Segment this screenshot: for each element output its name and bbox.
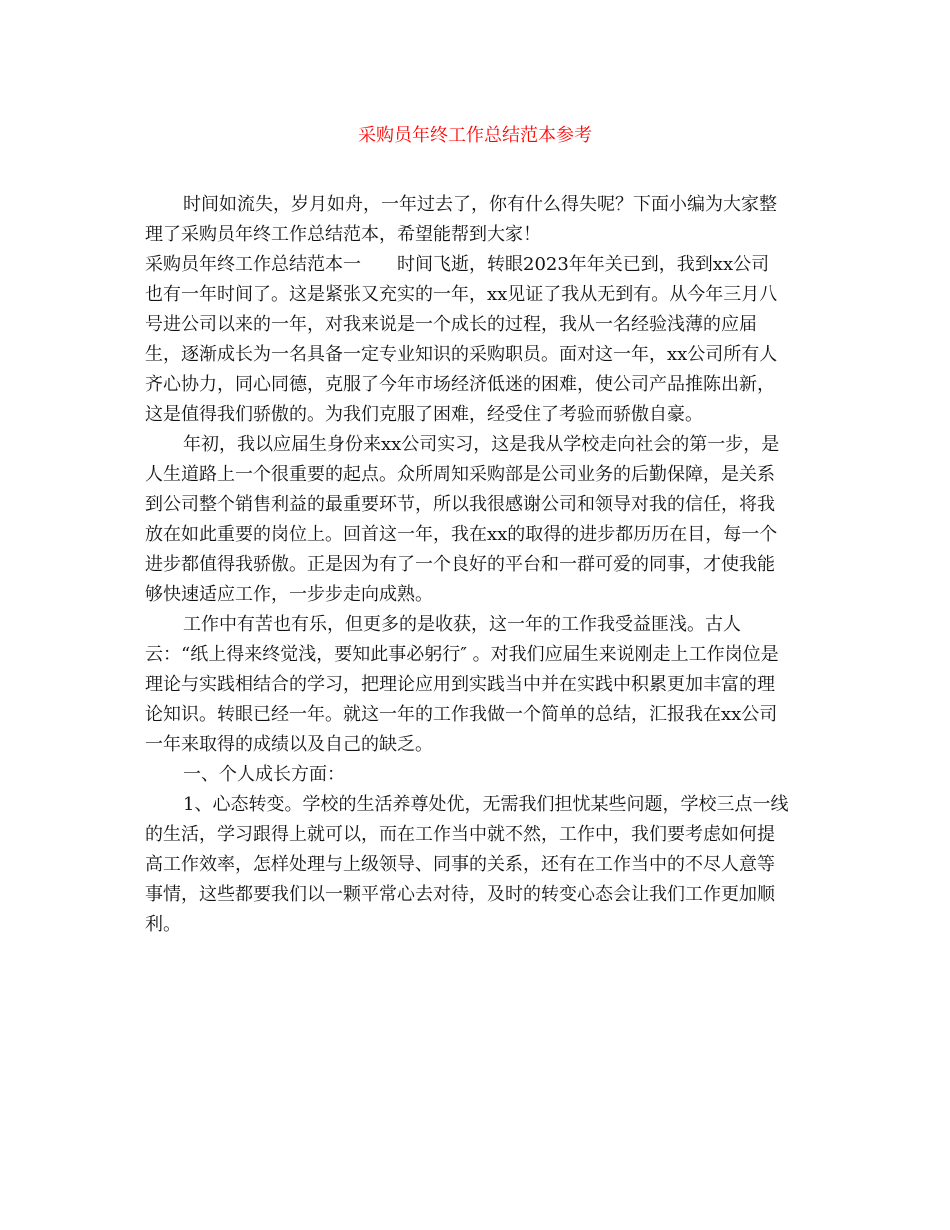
text-line: 利。 — [145, 914, 181, 935]
paragraph-year-start — [145, 430, 805, 610]
text-line: 号进公司以来的一年，对我来说是一个成长的过程，我从一名经验浅薄的应届 — [145, 314, 757, 335]
text-line: 工作中有苦也有乐，但更多的是收获，这一年的工作我受益匪浅。古人 — [183, 614, 741, 635]
text-line-tail: 时间飞逝，转眼2023年年关已到，我到xx公司 — [397, 254, 770, 275]
text-line: 理了采购员年终工作总结范本，希望能帮到大家！ — [145, 224, 541, 245]
paragraph-section-heading — [145, 760, 805, 790]
section-heading: 采购员年终工作总结范本一 — [145, 254, 361, 275]
text-line: 进步都值得我骄傲。正是因为有了一个良好的平台和一群可爱的同事，才使我能 — [145, 554, 775, 575]
text-line: 够快速适应工作，一步步走向成熟。 — [145, 584, 433, 605]
text-line: 云：“纸上得来终觉浅，要知此事必躬行″ 。对我们应届生来说刚走上工作岗位是 — [145, 644, 779, 665]
paragraph-intro — [145, 190, 805, 250]
text-line: 1、心态转变。学校的生活养尊处优，无需我们担忧某些问题，学校三点一线 — [183, 794, 789, 815]
text-line: 人生道路上一个很重要的起点。众所周知采购部是公司业务的后勤保障，是关系 — [145, 464, 775, 485]
paragraph-sample-one — [145, 250, 805, 430]
document-title: 采购员年终工作总结范本参考 — [358, 125, 592, 146]
text-line: 也有一年时间了。这是紧张又充实的一年，xx见证了我从无到有。从今年三月八 — [145, 284, 778, 305]
subsection-heading: 一、个人成长方面： — [183, 764, 345, 785]
text-line: 事情，这些都要我们以一颗平常心去对待，及时的转变心态会让我们工作更加顺 — [145, 884, 775, 905]
text-line — [145, 250, 805, 280]
text-line: 生，逐渐成长为一名具备一定专业知识的采购职员。面对这一年，xx公司所有人 — [145, 344, 778, 365]
document-body — [145, 190, 805, 940]
text-line: 放在如此重要的岗位上。回首这一年，我在xx的取得的进步都历历在目，每一个 — [145, 524, 778, 545]
text-line: 年初，我以应届生身份来xx公司实习，这是我从学校走向社会的第一步，是 — [183, 434, 780, 455]
text-line: 论知识。转眼已经一年。就这一年的工作我做一个简单的总结，汇报我在xx公司 — [145, 704, 778, 725]
text-line: 时间如流失，岁月如舟，一年过去了，你有什么得失呢？下面小编为大家整 — [183, 194, 777, 215]
paragraph-mindset — [145, 790, 805, 940]
text-line: 的生活，学习跟得上就可以，而在工作当中就不然，工作中，我们要考虑如何提 — [145, 824, 775, 845]
text-line: 这是值得我们骄傲的。为我们克服了困难，经受住了考验而骄傲自豪。 — [145, 404, 703, 425]
text-line: 齐心协力，同心同德，克服了今年市场经济低迷的困难，使公司产品推陈出新， — [145, 374, 775, 395]
text-line: 到公司整个销售利益的最重要环节，所以我很感谢公司和领导对我的信任，将我 — [145, 494, 775, 515]
text-line: 一年来取得的成绩以及自己的缺乏。 — [145, 734, 433, 755]
text-line: 高工作效率，怎样处理与上级领导、同事的关系，还有在工作当中的不尽人意等 — [145, 854, 775, 875]
text-line: 理论与实践相结合的学习，把理论应用到实践当中并在实践中积累更加丰富的理 — [145, 674, 775, 695]
paragraph-work-gains — [145, 610, 805, 760]
